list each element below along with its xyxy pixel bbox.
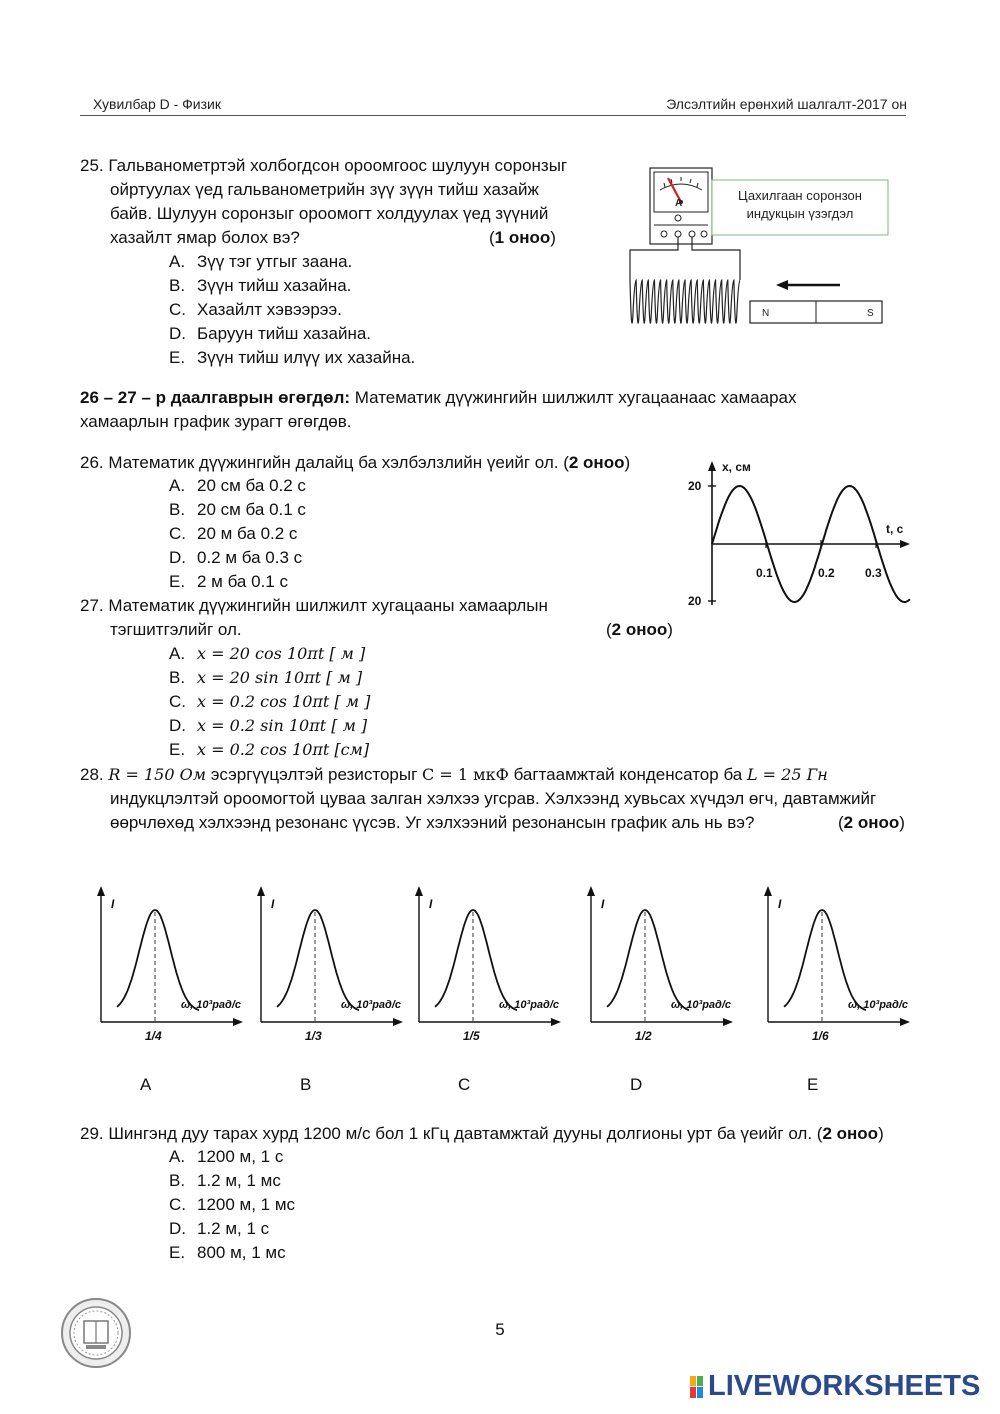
q27-option-e[interactable]: E. x = 0.2 cos 10πt [см]: [169, 740, 370, 759]
brand-text[interactable]: LIVEWORKSHEETS: [708, 1370, 981, 1402]
coil: [630, 280, 740, 323]
graph-xlabel: ω, 10³рад/с: [848, 999, 909, 1011]
resonance-graph-e[interactable]: [762, 882, 922, 1042]
intro-26-27-line-1: 26 – 27 – р даалгаврын өгөгдөл: Математик дүүжингийн шилжилт хугацаанаас хамаарах: [80, 388, 797, 407]
q27-points: (2 оноо): [606, 620, 673, 639]
graph-xlabel: t, c: [886, 522, 904, 536]
q29-question: 29. Шингэнд дуу тарах хурд 1200 м/с бол 1 кГц давтамжтай дууны долгионы урт ба үеийг ол. (2 оноо): [80, 1124, 884, 1143]
graph-tick: 1/3: [305, 1029, 322, 1042]
q26-option-b[interactable]: B. 20 см ба 0.1 с: [169, 500, 306, 519]
header-divider: [80, 115, 906, 116]
resonance-option-letter[interactable]: B: [300, 1075, 312, 1094]
intro-26-27-line-2: хамаарлын график зурагт өгөгдөв.: [80, 412, 352, 431]
q26-option-c[interactable]: C. 20 м ба 0.2 с: [169, 524, 298, 543]
q29-option-e[interactable]: E. 800 м, 1 мс: [169, 1243, 286, 1262]
resonance-curve: [607, 910, 689, 1010]
resonance-curve: [784, 910, 866, 1010]
oscillation-graph: [680, 455, 920, 615]
q26-option-d[interactable]: D. 0.2 м ба 0.3 с: [169, 548, 303, 567]
graph-tick-3: 0.3: [865, 566, 882, 580]
graph-xlabel: ω, 10³рад/с: [341, 999, 402, 1011]
q27-option-b[interactable]: B. x = 20 sin 10πt [ м ]: [169, 668, 363, 687]
q28-line-1: 28. R = 150 Ом эсэргүүцэлтэй резисторыг C = 1 мкФ багтаамжтай конденсатор ба L = 25 Гн: [80, 765, 828, 784]
q25-option-d[interactable]: D. Баруун тийш хазайна.: [169, 324, 372, 343]
graph-xlabel: ω, 10³рад/с: [499, 999, 560, 1011]
q28-points: (2 оноо): [838, 813, 905, 832]
q25-points: (1 оноо): [489, 228, 556, 247]
graph-tick: 1/2: [635, 1029, 652, 1042]
graph-ylabel: I: [429, 897, 433, 911]
resonance-option-letter[interactable]: E: [807, 1075, 819, 1094]
graph-ylabel: x, см: [722, 460, 751, 474]
meter-letter: A: [675, 198, 683, 209]
graph-xlabel: ω, 10³рад/с: [671, 999, 732, 1011]
q27-line-1: 27. Математик дүүжингийн шилжилт хугацааны хамаарлын: [80, 596, 548, 615]
q25-line-2: ойртуулах үед гальванометрийн зүү зүүн тийш хазайж: [110, 180, 539, 199]
graph-ybottom: 20: [688, 594, 702, 608]
q25-option-e[interactable]: E. Зүүн тийш илүү их хазайна.: [169, 348, 416, 367]
q26-option-e[interactable]: E. 2 м ба 0.1 с: [169, 572, 288, 591]
graph-ytop: 20: [688, 479, 702, 493]
resonance-curve: [117, 910, 199, 1010]
resonance-option-letter[interactable]: C: [458, 1075, 471, 1094]
magnet-s: S: [867, 308, 874, 319]
graph-tick: 1/5: [463, 1029, 480, 1042]
q29-option-b[interactable]: B. 1.2 м, 1 мс: [169, 1171, 281, 1190]
q25-line-4: хазайлт ямар болох вэ?: [110, 228, 300, 247]
q27-option-a[interactable]: A. x = 20 cos 10πt [ м ]: [169, 644, 366, 663]
q28-line-2: индукцлэлтэй ороомогтой цуваа залган хэлхээ угсрав. Хэлхээнд хувьсах хүчдэл өгч, давтамжийг: [110, 789, 877, 808]
q26-question: 26. Математик дүүжингийн далайц ба хэлбэлзлийн үеийг ол. (2 оноо): [80, 453, 631, 472]
q25-figure: [620, 160, 900, 350]
q25-line-3: байв. Шулуун соронзыг ороомогт холдуулах үед зүүний: [110, 204, 549, 223]
graph-ylabel: I: [111, 897, 115, 911]
q28-line-3: өөрчлөхөд хэлхээнд резонанс үүсэв. Уг хэлхээний резонансын график аль нь вэ?: [110, 813, 755, 832]
header-left: Хувилбар D - Физик: [93, 96, 221, 112]
svg-text:индукцын үзэгдэл: индукцын үзэгдэл: [746, 206, 854, 221]
graph-ylabel: I: [271, 897, 275, 911]
q25-option-a[interactable]: A. Зүү тэг утгыг заана.: [169, 252, 353, 271]
header-right: Элсэлтийн ерөнхий шалгалт-2017 он: [666, 96, 907, 112]
graph-tick-1: 0.1: [756, 566, 773, 580]
q29-option-d[interactable]: D. 1.2 м, 1 с: [169, 1219, 270, 1238]
magnet-n: N: [762, 308, 770, 319]
resonance-graph-d[interactable]: [585, 882, 745, 1042]
graph-ylabel: I: [601, 897, 605, 911]
q29-option-c[interactable]: C. 1200 м, 1 мс: [169, 1195, 296, 1214]
q26-option-a[interactable]: A. 20 см ба 0.2 с: [169, 476, 306, 495]
graph-xlabel: ω, 10³рад/с: [181, 999, 242, 1011]
graph-tick-2: 0.2: [818, 566, 835, 580]
graph-tick: 1/4: [145, 1029, 162, 1042]
q29-option-a[interactable]: A. 1200 м, 1 с: [169, 1147, 284, 1166]
q27-option-c[interactable]: C. x = 0.2 cos 10πt [ м ]: [169, 692, 371, 711]
q25-option-c[interactable]: C. Хазайлт хэвээрээ.: [169, 300, 342, 319]
resonance-curve: [435, 910, 517, 1010]
resonance-option-letter[interactable]: D: [630, 1075, 643, 1094]
graph-tick: 1/6: [812, 1029, 829, 1042]
resonance-graph-a[interactable]: [95, 882, 255, 1042]
q27-line-2: тэгшитгэлийг ол.: [110, 620, 242, 639]
q27-option-d[interactable]: D. x = 0.2 sin 10πt [ м ]: [169, 716, 368, 735]
resonance-curve: [277, 910, 359, 1010]
q25-line-1: 25. Гальванометртэй холбогдсон ороомгоос шулуун соронзыг: [80, 156, 568, 175]
q25-option-b[interactable]: B. Зүүн тийш хазайна.: [169, 276, 352, 295]
resonance-option-letter[interactable]: A: [140, 1075, 152, 1094]
graph-ylabel: I: [778, 897, 782, 911]
svg-text:Цахилгаан соронзон: Цахилгаан соронзон: [738, 188, 862, 203]
resonance-graph-b[interactable]: [255, 882, 415, 1042]
page-number: 5: [495, 1320, 505, 1339]
resonance-graph-c[interactable]: [413, 882, 573, 1042]
brand-icon: [690, 1376, 710, 1398]
